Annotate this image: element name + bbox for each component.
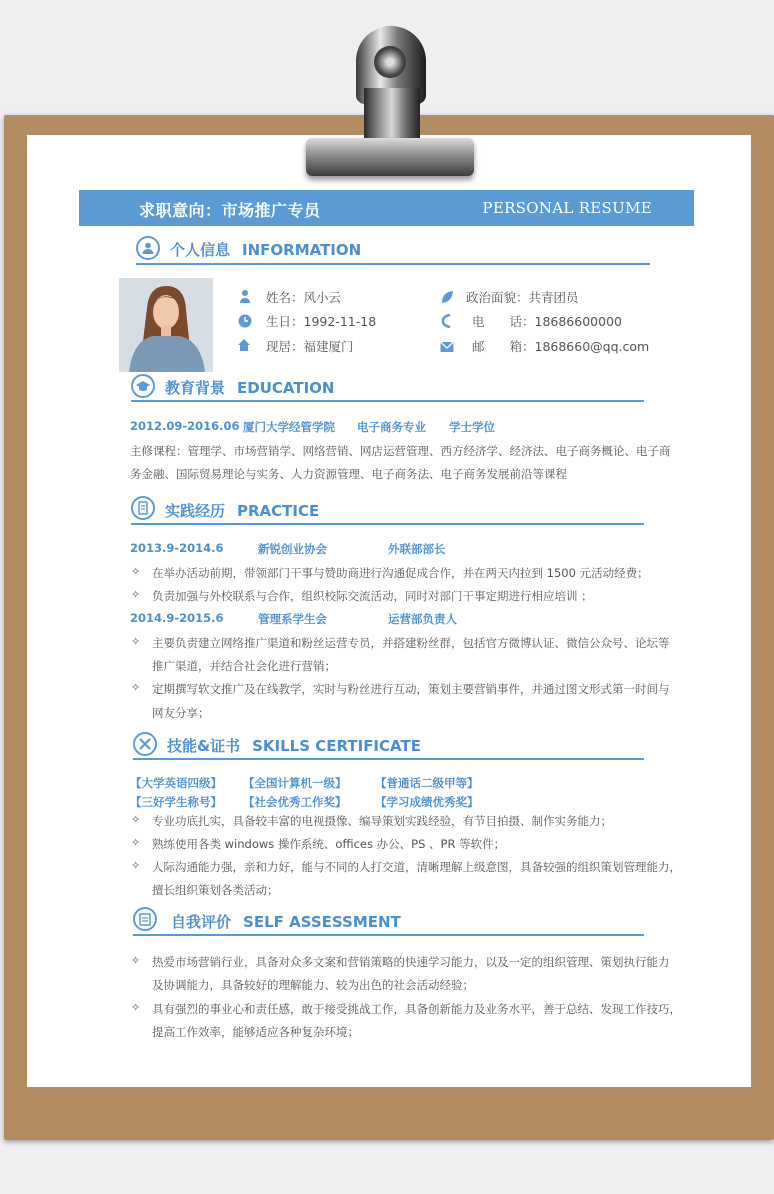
info-email: 邮 箱：1868660@qq.com: [472, 339, 650, 354]
profile-photo: [119, 278, 213, 372]
bullet: ✧: [131, 813, 141, 826]
skill-item: 熟练使用各类 windows 操作系统、offices 办公、PS 、PR 等软件；: [152, 837, 506, 851]
skill-item-cont: 擅长组织策划各类活动；: [152, 883, 279, 897]
clipboard-icon: [133, 907, 157, 931]
edu-degree: 学士学位: [449, 420, 495, 434]
info-phone: 电 话：18686600000: [472, 314, 622, 329]
section-title-info: 个人信息 INFORMATION: [170, 241, 362, 259]
section-divider: [133, 934, 644, 936]
section-title-education: 教育背景 EDUCATION: [165, 379, 335, 397]
job1-item: 在举办活动前期，带领部门干事与赞助商进行沟通促成合作，并在两天内拉到 1500 元活动经费；: [152, 566, 649, 580]
home-icon: [237, 337, 251, 351]
skill-item: 专业功底扎实，具备较丰富的电视摄像、编导策划实践经验，有节目拍摄、制作实务能力；: [152, 814, 612, 828]
job2-item: 主要负责建立网络推广渠道和粉丝运营专员，并搭建粉丝群，包括官方微博认证、微信公众号、论坛等: [152, 636, 670, 650]
job2-item-cont: 网友分享；: [152, 706, 210, 720]
self-item: 具有强烈的事业心和责任感，敢于接受挑战工作，具备创新能力及业务水平，善于总结、发现工作技巧，: [152, 1002, 681, 1016]
info-birthday: 生日：1992-11-18: [266, 314, 377, 329]
job2-role: 运营部负责人: [388, 612, 457, 626]
graduation-cap-icon: [131, 374, 155, 398]
job1-item: 负责加强与外校联系与合作，组织校际交流活动，同时对部门干事定期进行相应培训 ；: [152, 589, 593, 603]
user-icon: [238, 288, 252, 302]
person-icon: [136, 236, 160, 260]
tools-icon: [133, 732, 157, 756]
job1-role: 外联部部长: [388, 542, 446, 556]
section-divider: [131, 523, 644, 525]
practice-icon: [131, 496, 155, 520]
resume-title: PERSONAL RESUME: [482, 199, 652, 217]
cert-item: 【普通话二级甲等】: [375, 776, 479, 790]
cert-item: 【全国计算机一级】: [243, 776, 347, 790]
binder-clip: [296, 26, 480, 176]
clock-icon: [238, 313, 252, 327]
job1-org: 新锐创业协会: [258, 542, 327, 556]
job1-period: 2013.9-2014.6: [130, 541, 224, 555]
section-divider: [133, 758, 644, 760]
job2-period: 2014.9-2015.6: [130, 611, 224, 625]
edu-major: 电子商务专业: [357, 420, 426, 434]
info-politics: 政治面貌：共青团员: [466, 290, 579, 305]
cert-item: 【社会优秀工作奖】: [243, 795, 347, 809]
section-divider: [136, 263, 650, 265]
job2-item: 定期撰写软文推广及在线教学，实时与粉丝进行互动，策划主要营销事件，并通过图文形式第一时间与: [152, 682, 670, 696]
bullet: ✧: [131, 635, 141, 648]
self-item: 热爱市场营销行业，具备对众多文案和营销策略的快速学习能力，以及一定的组织管理、策划执行能力: [152, 955, 670, 969]
skill-item: 人际沟通能力强，亲和力好，能与不同的人打交道，清晰理解上级意图，具备较强的组织策划管理能力，: [152, 860, 681, 874]
job2-org: 管理系学生会: [258, 612, 327, 626]
section-title-self: 自我评价 SELF ASSESSMENT: [171, 913, 401, 931]
bullet: ✧: [131, 588, 141, 601]
self-item-cont: 提高工作效率，能够适应各种复杂环境；: [152, 1025, 359, 1039]
section-divider: [131, 400, 644, 402]
bullet: ✧: [131, 859, 141, 872]
bullet: ✧: [131, 836, 141, 849]
cert-item: 【大学英语四级】: [130, 776, 222, 790]
info-address: 现居：福建厦门: [266, 339, 354, 354]
bullet: ✧: [131, 1001, 141, 1014]
section-title-practice: 实践经历 PRACTICE: [165, 502, 320, 520]
edu-period: 2012.09-2016.06: [130, 419, 240, 433]
header-banner: [79, 190, 694, 226]
cert-item: 【学习成绩优秀奖】: [375, 795, 479, 809]
self-item-cont: 及协调能力，具备较好的理解能力、较为出色的社会活动经验；: [152, 978, 474, 992]
leaf-icon: [440, 289, 454, 303]
job-intent: 求职意向：市场推广专员: [139, 201, 321, 220]
mail-icon: [440, 339, 454, 353]
phone-icon: [440, 313, 454, 327]
edu-courses-cont: 务金融、国际贸易理论与实务、人力资源管理、电子商务法、电子商务发展前沿等课程: [130, 467, 567, 481]
cert-item: 【三好学生称号】: [130, 795, 222, 809]
bullet: ✧: [131, 681, 141, 694]
info-name: 姓名：风小云: [266, 290, 342, 305]
edu-school: 厦门大学经管学院: [243, 420, 335, 434]
edu-courses: 主修课程：管理学、市场营销学、网络营销、网店运营管理、西方经济学、经济法、电子商务概论、电子商: [130, 444, 671, 458]
job2-item-cont: 推广渠道，并结合社会化进行营销；: [152, 659, 336, 673]
bullet: ✧: [131, 954, 141, 967]
bullet: ✧: [131, 565, 141, 578]
section-title-skills: 技能&证书 SKILLS CERTIFICATE: [167, 737, 421, 755]
